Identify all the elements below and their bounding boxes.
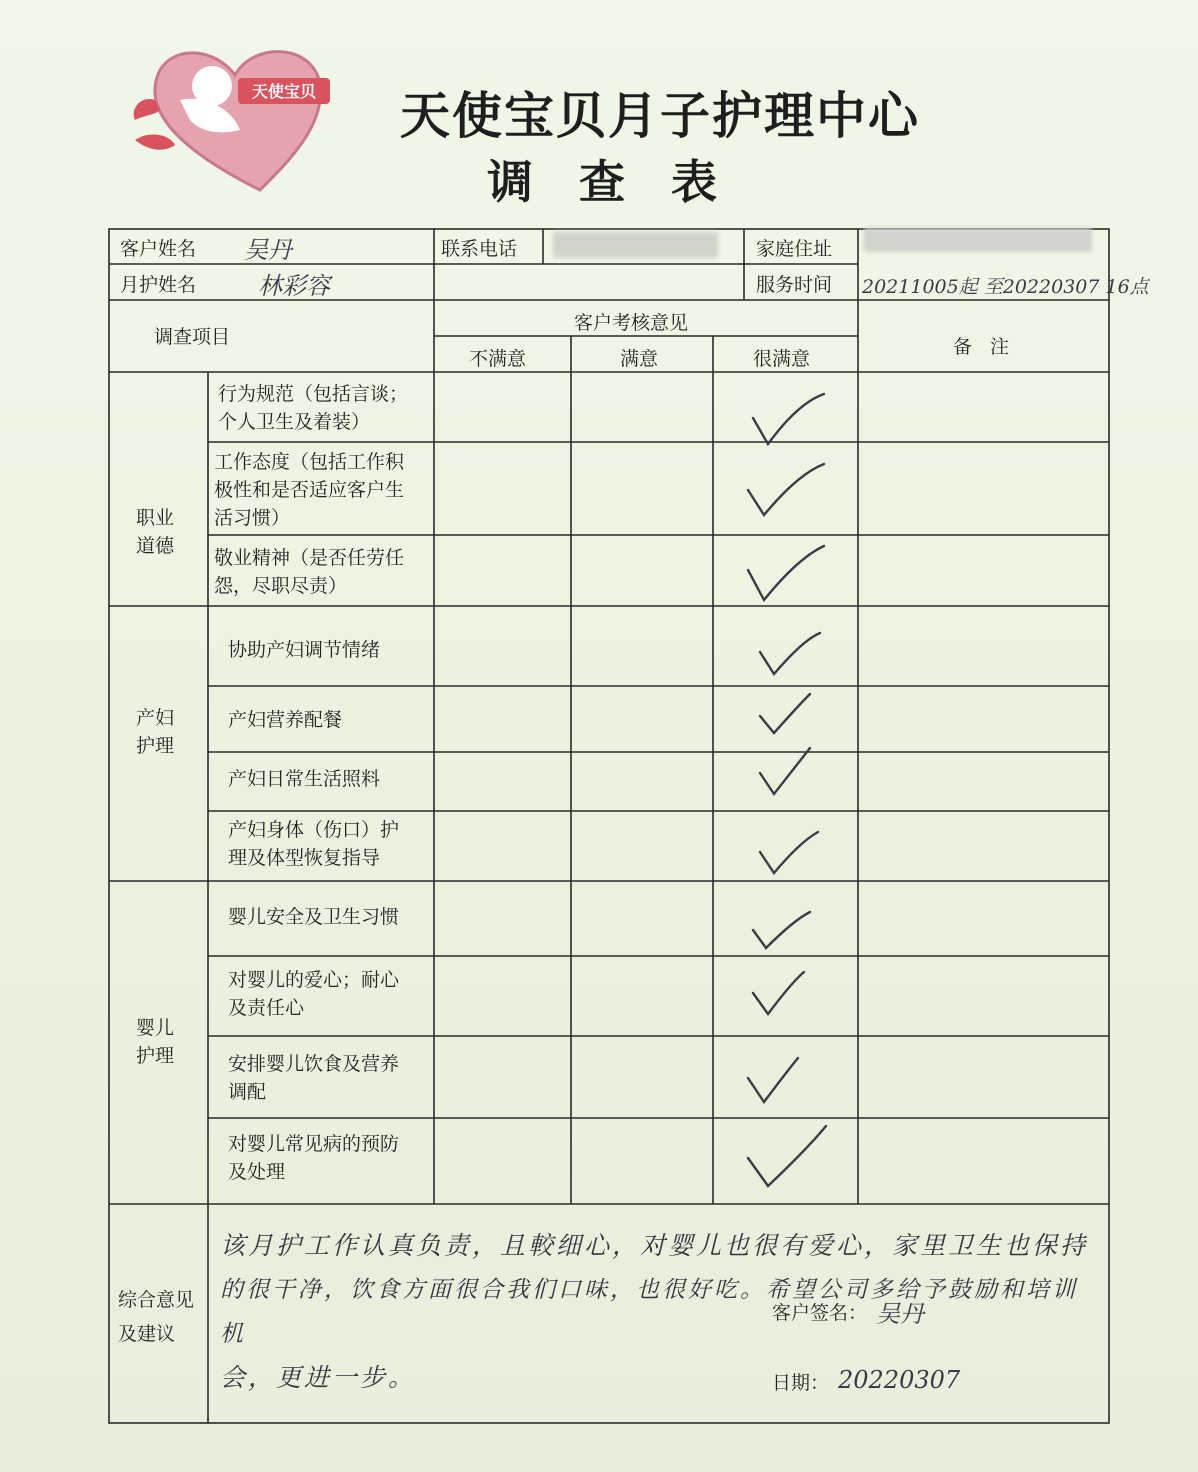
logo-text: 天使宝贝 xyxy=(251,82,317,101)
check-mark-icon xyxy=(748,1126,826,1186)
service-time-value: 20211005起 至20220307 16点 xyxy=(862,276,1149,298)
check-mark-icon xyxy=(760,832,818,873)
form-title: 天使宝贝月子护理中心 xyxy=(400,86,920,145)
address-redaction xyxy=(864,228,1092,252)
signature-value: 吴丹 xyxy=(876,1300,924,1328)
group-label-maternal-care: 产妇 护理 xyxy=(136,707,175,757)
item-infant-illness: 对婴儿常见病的预防 及处理 xyxy=(228,1133,400,1183)
remarks-header: 备 注 xyxy=(953,336,1016,358)
check-mark-icon xyxy=(760,748,810,794)
item-daily-care: 产妇日常生活照料 xyxy=(228,768,381,790)
angel-heart-logo xyxy=(120,40,340,200)
check-mark-icon xyxy=(748,1058,798,1102)
check-mark-icon xyxy=(753,394,824,444)
customer-name-label: 客户姓名 xyxy=(120,238,197,260)
check-mark-icon xyxy=(748,464,824,515)
check-mark-icon xyxy=(760,694,810,733)
item-dedication: 敬业精神（是否任劳任 怨，尽职尽责） xyxy=(214,547,405,597)
item-header: 调查项目 xyxy=(154,326,231,348)
summary-comment: 该月护工作认真负责，且較细心，对婴儿也很有爱心，家里卫生也保持 的很干净，饮食方面很合我们口味，也很好吃。希望公司多给予鼓励和培训机 会，更进一步。 xyxy=(220,1231,1089,1392)
date-label: 日期： xyxy=(772,1372,830,1394)
check-mark-icon xyxy=(753,972,804,1014)
group-label-professional-ethics: 职业 道德 xyxy=(136,507,175,557)
phone-redaction xyxy=(553,232,718,258)
item-nutrition-meals: 产妇营养配餐 xyxy=(228,709,343,731)
check-mark-icon xyxy=(760,633,820,674)
service-time-label: 服务时间 xyxy=(756,274,833,296)
nurse-name-value: 林彩容 xyxy=(258,272,330,300)
customer-name-value: 吴丹 xyxy=(244,236,292,264)
date-value: 20220307 xyxy=(838,1366,961,1394)
col-very-satisfied: 很满意 xyxy=(753,348,811,370)
item-infant-love: 对婴儿的爱心；耐心 及责任心 xyxy=(228,969,400,1019)
summary-label: 综合意见 及建议 xyxy=(118,1289,195,1345)
check-mark-icon xyxy=(748,546,824,600)
address-label: 家庭住址 xyxy=(756,238,833,260)
item-work-attitude: 工作态度（包括工作积 极性和是否适应客户生 活习惯） xyxy=(214,451,405,529)
signature-label: 客户签名： xyxy=(772,1302,868,1324)
form-subtitle: 调查表 xyxy=(487,155,763,209)
item-conduct: 行为规范（包括言谈； 个人卫生及着装） xyxy=(218,383,409,433)
nurse-name-label: 月护姓名 xyxy=(120,274,197,296)
survey-table xyxy=(108,228,1149,1424)
item-infant-safety: 婴儿安全及卫生习惯 xyxy=(228,906,400,928)
item-emotion-support: 协助产妇调节情绪 xyxy=(228,639,381,661)
opinion-header: 客户考核意见 xyxy=(574,312,689,334)
item-body-recovery: 产妇身体（伤口）护 理及体型恢复指导 xyxy=(228,819,400,869)
phone-label: 联系电话 xyxy=(441,238,518,260)
col-satisfied: 满意 xyxy=(620,348,659,370)
item-infant-diet: 安排婴儿饮食及营养 调配 xyxy=(228,1053,400,1103)
check-mark-icon xyxy=(753,912,810,948)
group-label-infant-care: 婴儿 护理 xyxy=(136,1017,175,1067)
col-unsatisfied: 不满意 xyxy=(469,348,527,370)
